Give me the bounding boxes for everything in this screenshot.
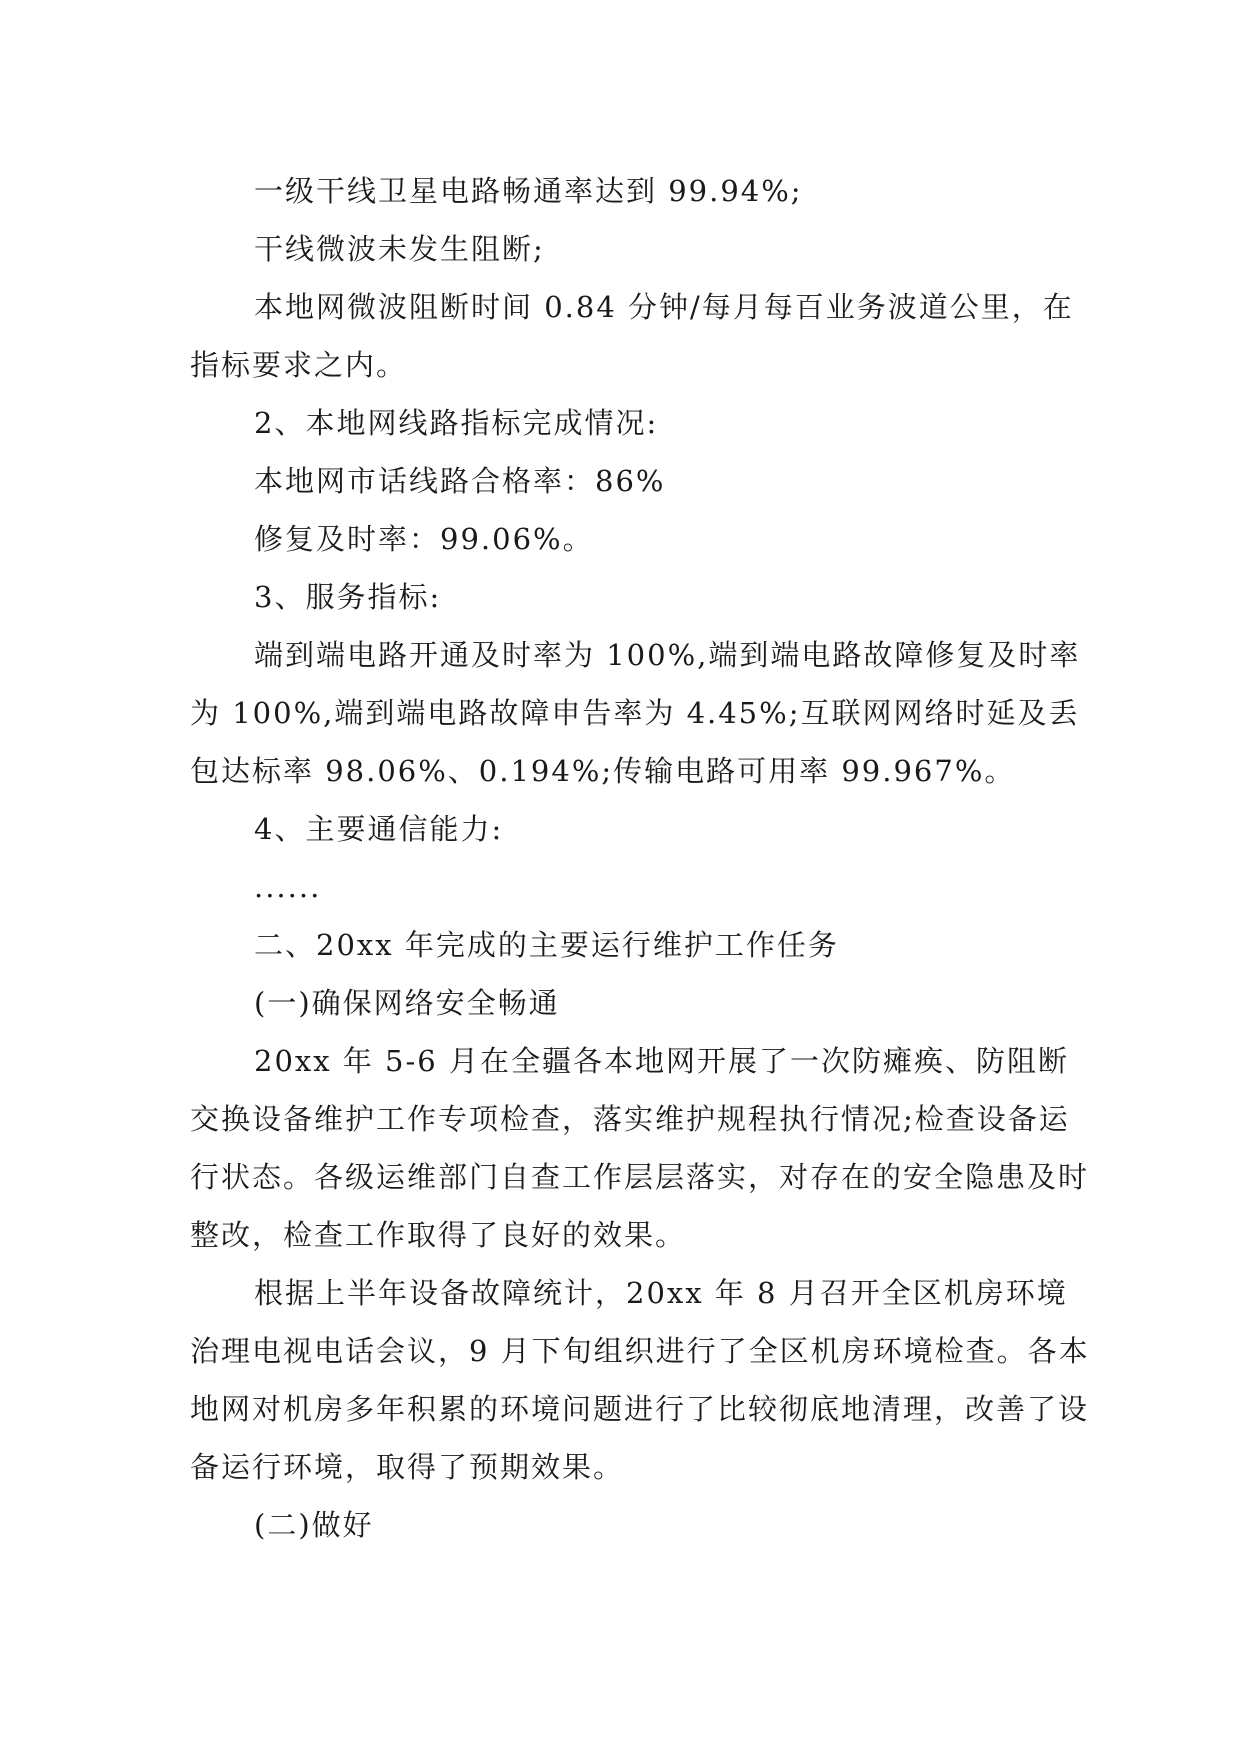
- paragraph-11: 二、20xx 年完成的主要运行维护工作任务: [254, 928, 839, 962]
- paragraph-6: 修复及时率：99.06%。: [254, 522, 594, 556]
- paragraph-2: 干线微波未发生阻断;: [254, 232, 545, 266]
- document-body: [190, 162, 1090, 1554]
- paragraph-4: 2、本地网线路指标完成情况:: [254, 406, 659, 440]
- paragraph-1: 一级干线卫星电路畅通率达到 99.94%;: [254, 174, 803, 208]
- paragraph-13: 20xx 年 5-6 月在全疆各本地网开展了一次防瘫痪、防阻断交换设备维护工作专项检查，落实维护规程执行情况;检查设备运行状态。各级运维部门自查工作层层落实，对存在的安全隐患及时整改，检查工作取得了良好的效果。: [190, 1044, 1090, 1252]
- paragraph-5: 本地网市话线路合格率：86%: [254, 464, 666, 498]
- paragraph-15: (二)做好: [254, 1508, 374, 1542]
- paragraph-7: 3、服务指标:: [254, 580, 442, 614]
- paragraph-9: 4、主要通信能力:: [254, 812, 504, 846]
- paragraph-8: 端到端电路开通及时率为 100%,端到端电路故障修复及时率为 100%,端到端电路故障申告率为 4.45%;互联网网络时延及丢包达标率 98.06%、0.194%;传输电路可用率 99.967%。: [190, 638, 1081, 788]
- paragraph-3: 本地网微波阻断时间 0.84 分钟/每月每百业务波道公里，在指标要求之内。: [190, 290, 1074, 382]
- paragraph-12: (一)确保网络安全畅通: [254, 986, 560, 1020]
- paragraph-10: ......: [254, 870, 322, 904]
- paragraph-14: 根据上半年设备故障统计，20xx 年 8 月召开全区机房环境治理电视电话会议，9 月下旬组织进行了全区机房环境检查。各本地网对机房多年积累的环境问题进行了比较彻底地清理，改善了设备运行环境，取得了预期效果。: [190, 1276, 1090, 1484]
